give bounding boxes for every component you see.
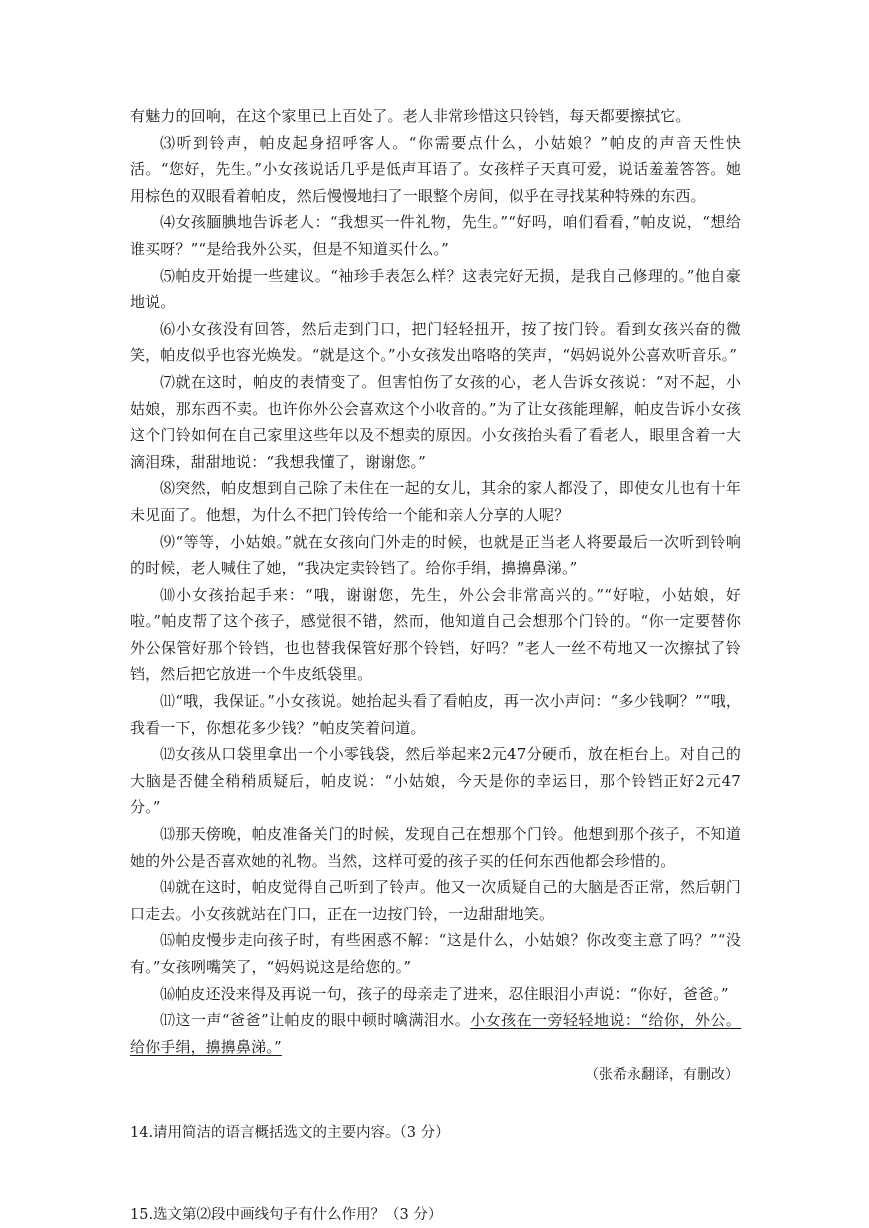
paragraph-16: ⒃帕皮还没来得及再说一句，孩子的母亲走了进来，忍住眼泪小声说：“你好，爸爸。” xyxy=(160,984,729,1003)
paragraph-12: ⑿女孩从口袋里拿出一个小零钱袋，然后举起来2元47分硬币，放在柜台上。对自己的大脑是否健全稍稍质疑后，帕皮说：“小姑娘，今天是你的幸运日，那个铃铛正好2元47分。” xyxy=(130,745,741,817)
paragraph-3: ⑶听到铃声，帕皮起身招呼客人。“你需要点什么，小姑娘？”帕皮的声音天性快活。“您好，先生。”小女孩说话几乎是低声耳语了。女孩样子天真可爱，说话羞羞答答。她用棕色的双眼看着帕皮，然后慢慢地扫了一眼整个房间，似乎在寻找某种特殊的东西。 xyxy=(130,133,741,205)
underlined-sentence: 小女孩在一旁轻轻地说：“给你，外公。给你手绢，擤擤鼻涕。” xyxy=(130,1011,741,1056)
paragraph-intro: 有魅力的回响，在这个家里已上百处了。老人非常珍惜这只铃铛，每天都要擦拭它。 xyxy=(130,107,691,125)
paragraph-13: ⒀那天傍晚，帕皮准备关门的时候，发现自己在想那个门铃。他想到那个孩子，不知道她的外公是否喜欢她的礼物。当然，这样可爱的孩子买的任何东西他都会珍惜的。 xyxy=(130,825,741,870)
paragraph-8: ⑻突然，帕皮想到自己除了未住在一起的女儿，其余的家人都没了，即使女儿也有十年未见面了。他想，为什么不把门铃传给一个能和亲人分享的人呢？ xyxy=(130,479,741,524)
paragraph-6: ⑹小女孩没有回答，然后走到门口，把门轻轻扭开，按了按门铃。看到女孩兴奋的微笑，帕皮似乎也容光焕发。“就是这个。”小女孩发出咯咯的笑声，“妈妈说外公喜欢听音乐。” xyxy=(130,319,741,365)
paragraph-7: ⑺就在这时，帕皮的表情变了。但害怕伤了女孩的心，老人告诉女孩说：“对不起，小姑娘，那东西不卖。也许你外公会喜欢这个小收音的。”为了让女孩能理解，帕皮告诉小女孩这个门铃如何在自己家里这些年以及不想卖的原因。小女孩抬头看了看老人，眼里含着一大滴泪珠，甜甜地说：“我想我懂了，谢谢您。” xyxy=(130,372,741,471)
paragraph-15: ⒂帕皮慢步走向孩子时，有些困惑不解：“这是什么，小姑娘？你改变主意了吗？”“没有。”女孩咧嘴笑了，“妈妈说这是给您的。” xyxy=(130,931,741,976)
paragraph-11: ⑾“哦，我保证。”小女孩说。她抬起头看了看帕皮，再一次小声问：“多少钱啊？”“哦，我看一下，你想花多少钱？”帕皮笑着问道。 xyxy=(130,692,741,737)
paragraph-17-text: ⒄这一声“爸爸”让帕皮的眼中顿时噙满泪水。 xyxy=(160,1011,471,1030)
paragraph-5: ⑸帕皮开始提一些建议。“袖珍手表怎么样？这表完好无损，是我自己修理的。”他自豪地说。 xyxy=(130,266,741,312)
paragraph-9: ⑼“等等，小姑娘。”就在女孩向门外走的时候，也就是正当老人将要最后一次听到铃响的时候，老人喊住了她，“我决定卖铃铛了。给你手绢，擤擤鼻涕。” xyxy=(130,532,741,578)
question-15: 15.选文第⑵段中画线句子有什么作用？（3 分） xyxy=(130,1207,443,1224)
paragraph-4: ⑷女孩腼腆地告诉老人：“我想买一件礼物，先生。”“好吗，咱们看看，”帕皮说，“想给谁买呀？”“是给我外公买，但是不知道买什么。” xyxy=(130,213,741,258)
paragraph-14: ⒁就在这时，帕皮觉得自己听到了铃声。他又一次质疑自己的大脑是否正常，然后朝门口走去。小女孩就站在门口，正在一边按门铃，一边甜甜地笑。 xyxy=(130,878,741,923)
question-14: 14.请用简洁的语言概括选文的主要内容。（3 分） xyxy=(130,1125,450,1142)
paragraph-17 xyxy=(130,1007,741,1060)
paragraph-10: ⑽小女孩抬起手来：“哦，谢谢您，先生，外公会非常高兴的。”“好啦，小姑娘，好啦。”帕皮帮了这个孩子，感觉很不错，然而，他知道自己会想那个门铃的。“你一定要替你外公保管好那个铃铛，也也替我保管好那个铃铛，好吗？”老人一丝不苟地又一次擦拭了铃铛，然后把它放进一个牛皮纸袋里。 xyxy=(130,585,741,684)
source-attribution: （张希永翻译，有删改） xyxy=(585,1067,739,1084)
